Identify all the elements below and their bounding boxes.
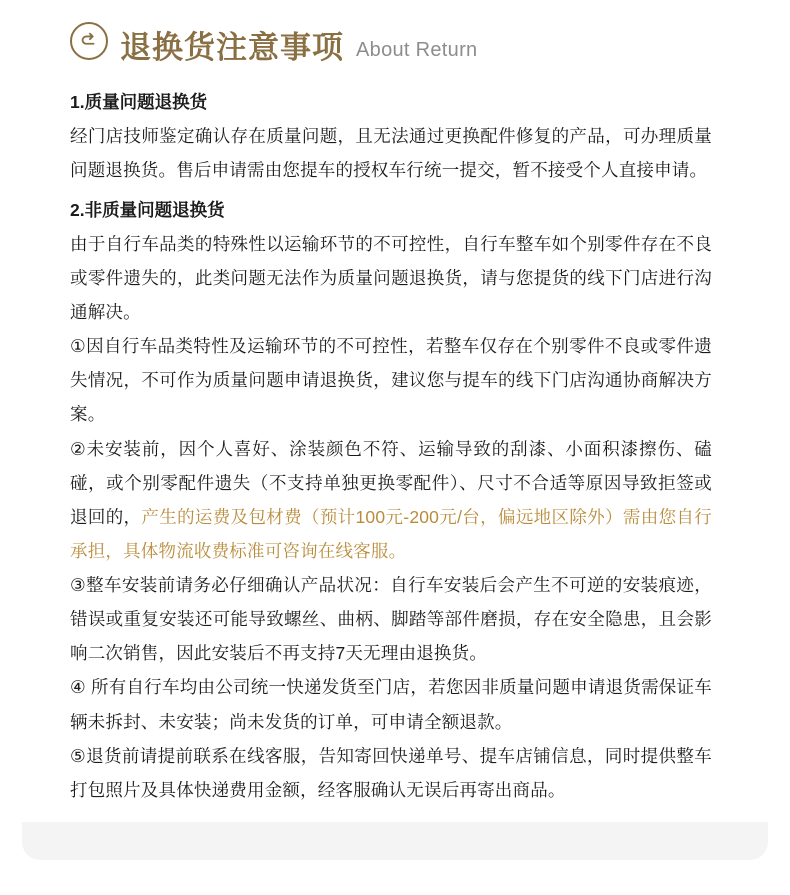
paragraph-run: ①因自行车品类特性及运输环节的不可控性，若整车仅存在个别零件不良或零件遗失情况，不可作为质量问题申请退换货，建议您与提车的线下门店沟通协商解决方案。 xyxy=(70,336,712,425)
paragraph-run: ③整车安装前请务必仔细确认产品状况：自行车安装后会产生不可逆的安装痕迹，错误或重复安装还可能导致螺丝、曲柄、脚踏等部件磨损，存在安全隐患，且会影响二次销售，因此安装后不再支持7天无理由退换货。 xyxy=(70,575,712,664)
page-header xyxy=(0,0,790,66)
policy-paragraph xyxy=(70,432,712,569)
policy-paragraph xyxy=(70,739,712,807)
policy-paragraph xyxy=(70,119,712,187)
policy-paragraph xyxy=(70,670,712,738)
return-arrow-circle-icon xyxy=(70,22,108,60)
policy-paragraph xyxy=(70,227,712,329)
policy-section xyxy=(70,86,712,188)
paragraph-run: 经门店技师鉴定确认存在质量问题，且无法通过更换配件修复的产品，可办理质量问题退换货。售后申请需由您提车的授权车行统一提交，暂不接受个人直接申请。 xyxy=(70,126,712,181)
paragraph-run: ⑤退货前请提前联系在线客服，告知寄回快递单号、提车店铺信息，同时提供整车打包照片及具体快递费用金额，经客服确认无误后再寄出商品。 xyxy=(70,745,712,800)
paragraph-run: ④ 所有自行车均由公司统一快递发货至门店，若您因非质量问题申请退货需保证车辆未拆封、未安装；尚未发货的订单，可申请全额退款。 xyxy=(70,677,712,732)
paragraph-run-highlight: 产生的运费及包材费（预计100元-200元/台，偏远地区除外）需由您自行承担，具体物流收费标准可咨询在线客服。 xyxy=(70,506,712,561)
paragraph-run: 由于自行车品类的特殊性以运输环节的不可控性，自行车整车如个别零件存在不良或零件遗失的，此类问题无法作为质量问题退换货，请与您提货的线下门店进行沟通解决。 xyxy=(70,233,712,322)
policy-paragraph xyxy=(70,329,712,431)
policy-body xyxy=(0,66,790,807)
policy-section xyxy=(70,194,712,807)
section-heading: 1.质量问题退换货 xyxy=(70,92,208,112)
policy-paragraph xyxy=(70,568,712,670)
paragraph-run: ②未安装前，因个人喜好、涂装颜色不符、运输导致的刮漆、小面积漆擦伤、磕碰，或个别零配件遗失（不支持单独更换零配件）、尺寸不合适等原因导致拒签或退回的， xyxy=(70,438,712,527)
section-heading: 2.非质量问题退换货 xyxy=(70,199,225,220)
page-title: 退换货注意事项 xyxy=(120,30,344,65)
page-subtitle: About Return xyxy=(356,39,478,61)
